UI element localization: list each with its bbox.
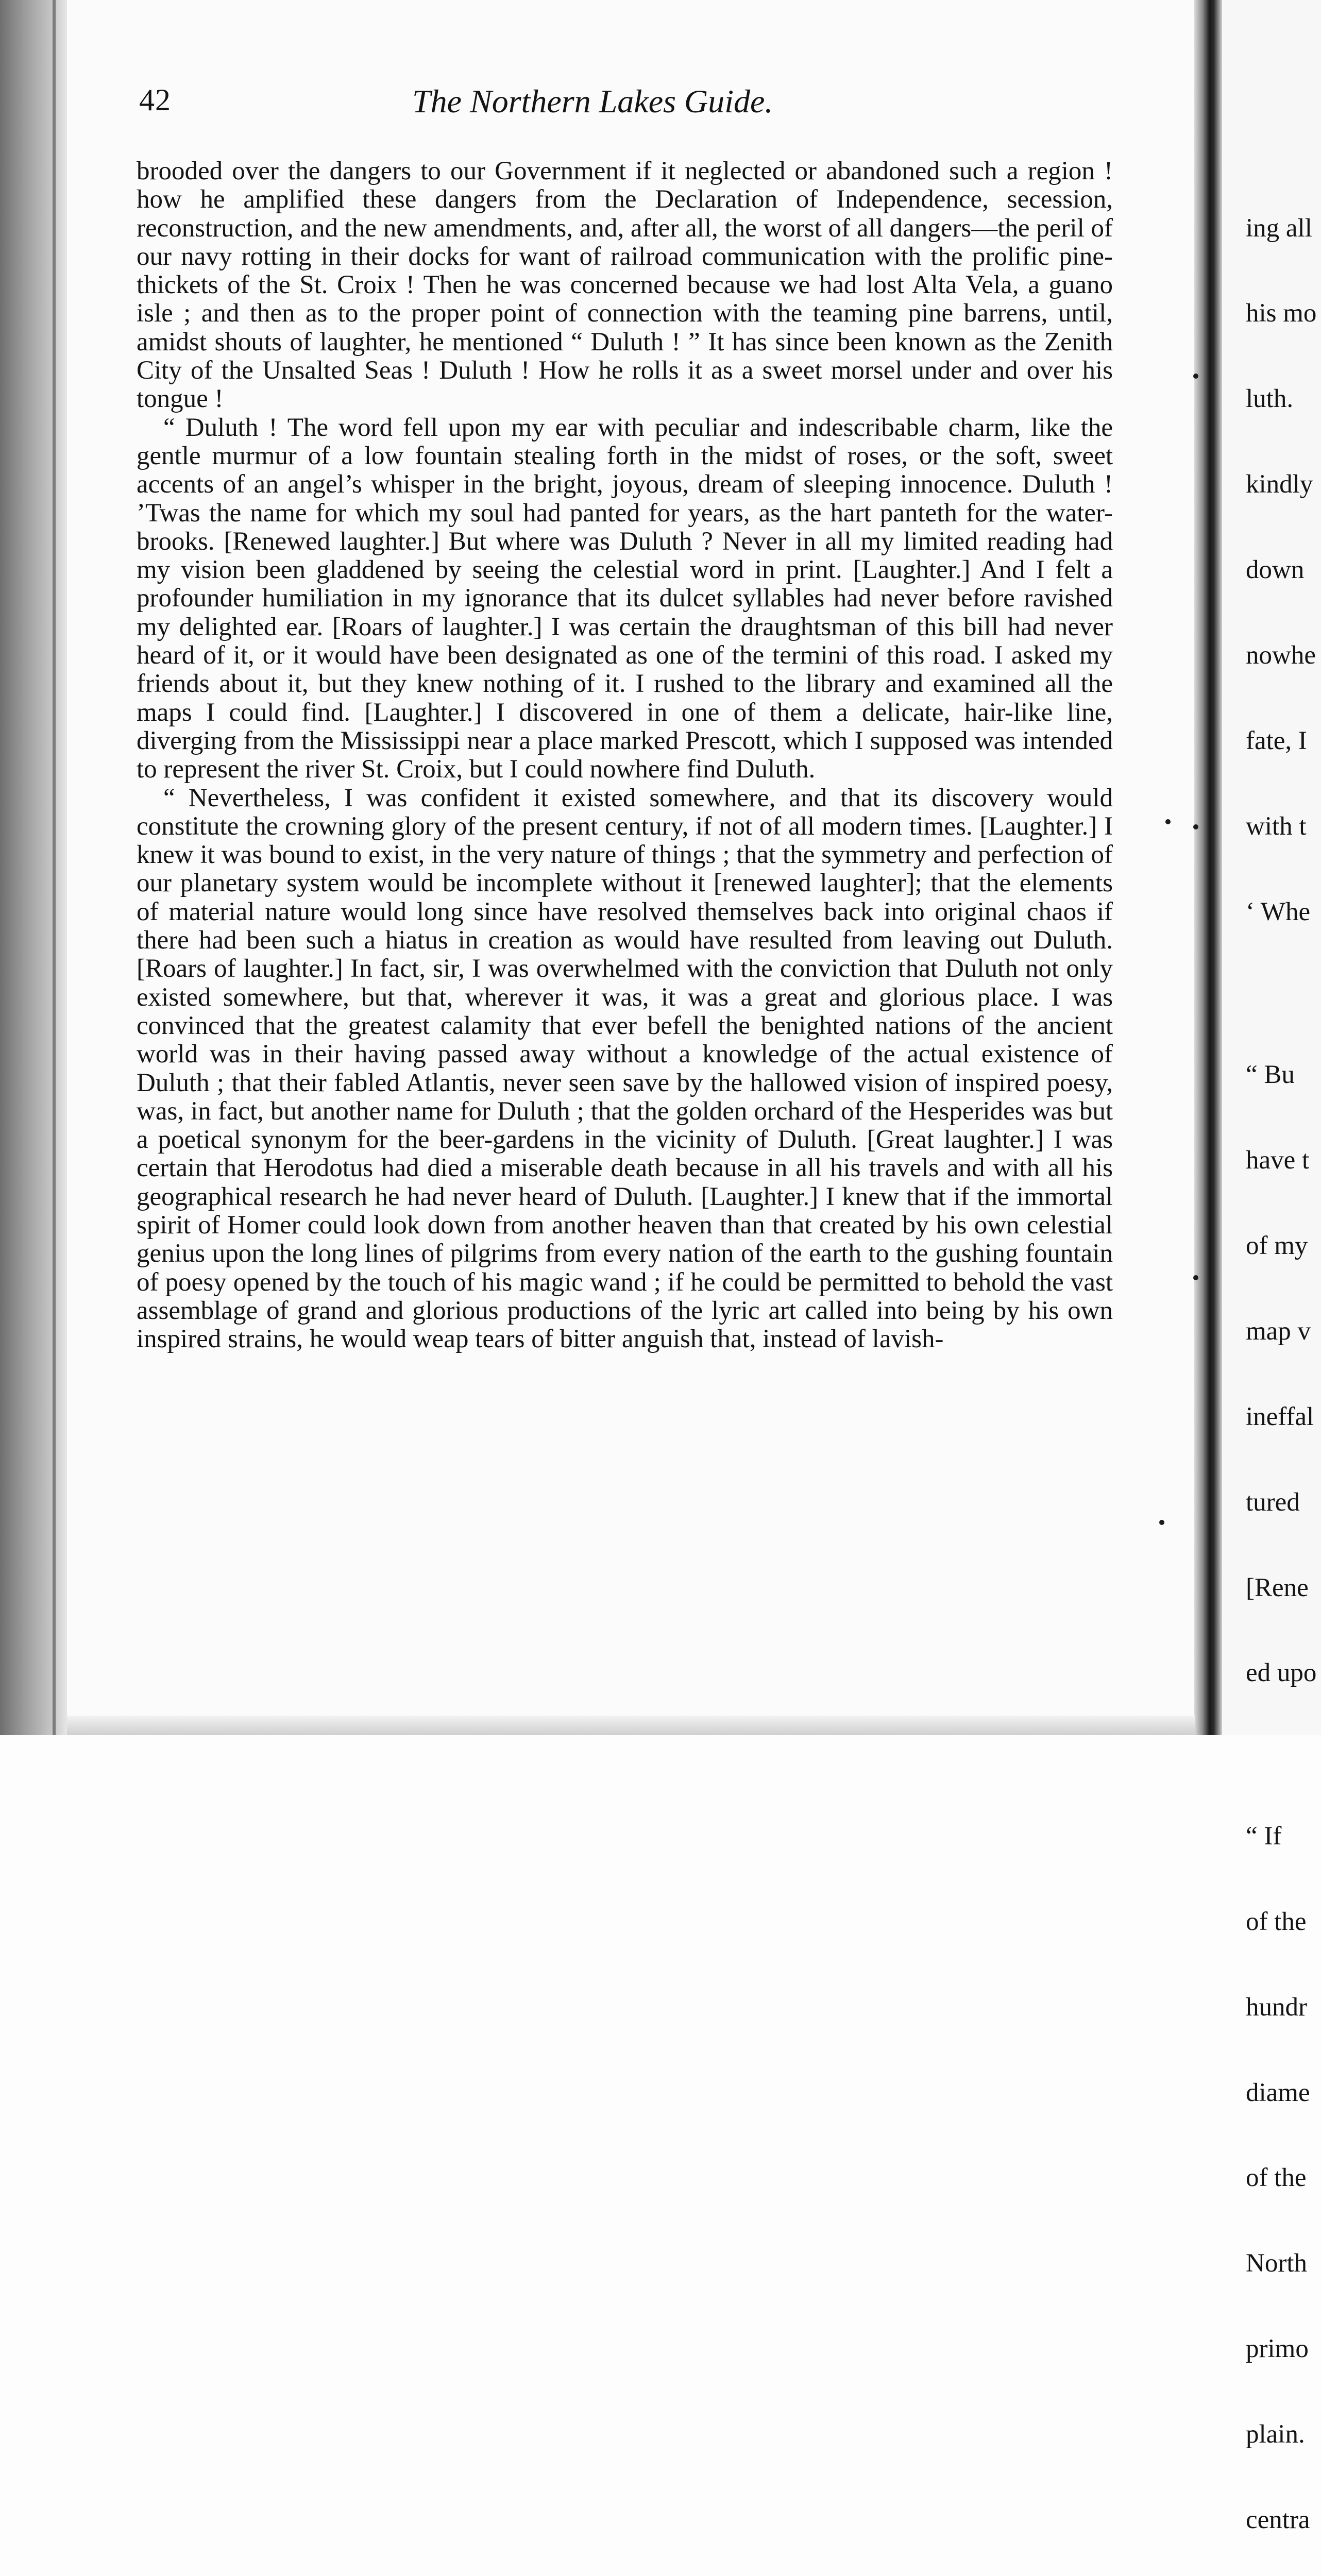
facing-line: his mo: [1246, 299, 1317, 328]
paragraph-1: brooded over the dangers to our Government if it neglected or abandoned such a region ! how he amplified these dangers from the Declaration of Independence, secession, reconstruction, and the new amendments, and, after all, the worst of all dangers—the peril of our navy rotting in their docks for want of railroad communication with the prolific pine-thickets of the St. Croix ! Then he was concerned because we had lost Alta Vela, a guano isle ; and then as to the proper point of connection with the teaming pine barrens, until, amidst shouts of laughter, he mentioned “ Duluth ! ” It has since been known as the Zenith City of the Unsalted Seas ! Duluth ! How he rolls it as a sweet morsel under and over his tongue !: [137, 157, 1113, 414]
facing-line: of the: [1246, 1907, 1307, 1936]
facing-line: fate, I: [1246, 726, 1307, 755]
ink-speck: [1193, 374, 1198, 379]
book-spine: [1194, 0, 1222, 1735]
facing-line: [Rene: [1246, 1573, 1309, 1602]
facing-line: luth.: [1246, 384, 1294, 414]
facing-line: plain.: [1246, 2420, 1305, 2449]
facing-line: centra: [1246, 2505, 1310, 2535]
paragraph-3: “ Nevertheless, I was confident it existed somewhere, and that its discovery would constitute the crowning glory of the present century, if not of all modern times. [Laughter.] I knew it was bound to exist, in the very nature of things ; that the symmetry and perfection of our planetary system would be incomplete without it [renewed laughter]; that the elements of material nature would long since have resolved themselves back into original chaos if there had been such a hiatus in creation as would have resulted from leaving out Duluth. [Roars of laughter.] In fact, sir, I was overwhelmed with the conviction that Duluth not only existed somewhere, but that, wherever it was, it was a great and glorious place. I was convinced that the greatest calamity that ever befell the benighted nations of the ancient world was in their having passed away without a knowledge of the actual existence of Duluth ; that their fabled Atlantis, never seen save by the hallowed vision of inspired poesy, was, in fact, but another name for Duluth ; that the golden orchard of the Hesperides was but a poetical synonym for the beer-gardens in the vicinity of Duluth. [Great laughter.] I was certain that Herodotus had died a miserable death because in all his travels and with all his geographical research he had never heard of Duluth. [Laughter.] I knew that if the immortal spirit of Homer could look down from another heaven than that created by his own celestial genius upon the long lines of pilgrims from every nation of the earth to the gushing fountain of poesy opened by the touch of his magic wand ; if he could be permitted to behold the vast assemblage of grand and glorious productions of the lyric art called into being by his own inspired strains, he would weap tears of bitter anguish that, instead of lavish-: [137, 783, 1113, 1354]
facing-line: nowhe: [1246, 641, 1316, 670]
facing-line: “ If: [1246, 1821, 1282, 1851]
facing-line: map v: [1246, 1316, 1311, 1346]
facing-line: ing all: [1246, 213, 1312, 243]
ink-speck: [1159, 1520, 1164, 1525]
page-bottom-edge: [67, 1716, 1195, 1735]
body-text: [137, 157, 1113, 1353]
ink-speck: [1165, 819, 1171, 824]
binding-gutter: [0, 0, 67, 1735]
facing-line: “ Bu: [1246, 1060, 1295, 1090]
facing-line: diame: [1246, 2078, 1310, 2107]
facing-line: tured: [1246, 1487, 1300, 1517]
facing-line: primo: [1246, 2334, 1309, 2364]
facing-line: kindly: [1246, 470, 1313, 499]
facing-line: of the: [1246, 2163, 1307, 2193]
facing-line: ed upo: [1246, 1658, 1317, 1688]
ink-speck: [1193, 824, 1198, 829]
facing-page-text: [1246, 157, 1316, 2576]
facing-line: hundr: [1246, 1992, 1307, 2022]
facing-line: ‘ Whe: [1246, 897, 1311, 926]
paragraph-2: “ Duluth ! The word fell upon my ear with peculiar and indescribable charm, like the gentle murmur of a low fountain stealing forth in the midst of roses, or the soft, sweet accents of an angel’s whisper in the bright, joyous, dream of sleeping innocence. Duluth ! ’Twas the name for which my soul had panted for years, as the hart panteth for the water-brooks. [Renewed laughter.] But where was Duluth ? Never in all my limited reading had my vision been gladdened by seeing the celestial word in print. [Laughter.] And I felt a profounder humiliation in my ignorance that its dulcet syllables had never before ravished my delighted ear. [Roars of laughter.] I was certain the draughtsman of this bill had never heard of it, or it would have been designated as one of the termini of this road. I asked my friends about it, but they knew nothing of it. I rushed to the library and examined all the maps I could find. [Laughter.] I discovered in one of them a delicate, hair-like line, diverging from the Mississippi near a place marked Prescott, which I supposed was intended to represent the river St. Croix, but I could nowhere find Duluth.: [137, 413, 1113, 784]
facing-line: ineffal: [1246, 1402, 1314, 1431]
ink-speck: [1193, 1275, 1198, 1280]
facing-line: of my: [1246, 1231, 1308, 1260]
running-head: The Northern Lakes Guide.: [412, 83, 773, 120]
facing-line: North: [1246, 2249, 1307, 2278]
facing-line: have t: [1246, 1146, 1310, 1175]
facing-line: down: [1246, 555, 1305, 585]
facing-line: with t: [1246, 811, 1307, 841]
page-number: 42: [139, 83, 171, 117]
